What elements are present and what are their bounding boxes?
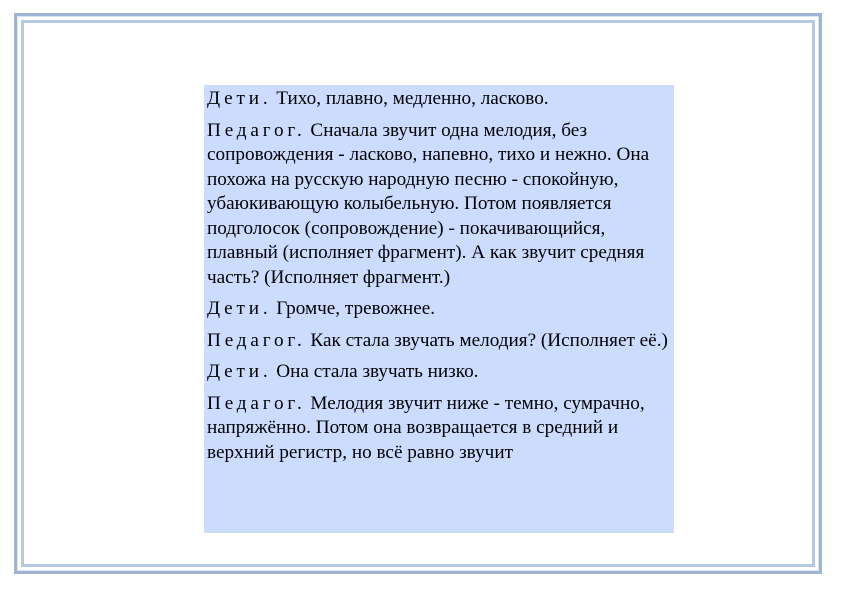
speaker-label: Дети. — [207, 298, 272, 319]
dialogue-text: Громче, тревожнее. — [271, 298, 436, 319]
dialogue-text: Тихо, плавно, медленно, ласково. — [271, 88, 549, 109]
dialogue-paragraph — [207, 329, 671, 354]
speaker-label: Педагог. — [207, 329, 306, 351]
dialogue-text: Сначала звучит одна мелодия, без сопровождения - ласково, напевно, тихо и нежно. Она похожа на русскую народную песню - спокойную, убаюкивающую колыбельную. Потом появляется подголосок (сопровождение) - покачивающийся, плавный (исполняет фрагмент). А как звучит средняя часть? (Исполняет фрагмент.) — [207, 119, 650, 288]
speaker-label: Дети. — [207, 361, 272, 382]
dialogue-text: Как стала звучать мелодия? (Исполняет её.) — [305, 329, 668, 351]
dialogue-paragraph — [207, 119, 671, 291]
dialogue-paragraph — [207, 87, 671, 112]
dialogue-paragraph — [207, 297, 671, 322]
speaker-label: Педагог. — [207, 392, 306, 414]
speaker-label: Дети. — [207, 88, 272, 109]
dialogue-paragraph — [207, 392, 671, 466]
speaker-label: Педагог. — [207, 119, 306, 141]
dialogue-text-block — [204, 85, 674, 533]
dialogue-paragraph — [207, 360, 671, 385]
dialogue-text: Она стала звучать низко. — [271, 361, 479, 382]
dialogue-text: Мелодия звучит ниже - темно, сумрачно, напряжённо. Потом она возвращается в средний и верхний регистр, но всё равно звучит — [207, 392, 645, 463]
